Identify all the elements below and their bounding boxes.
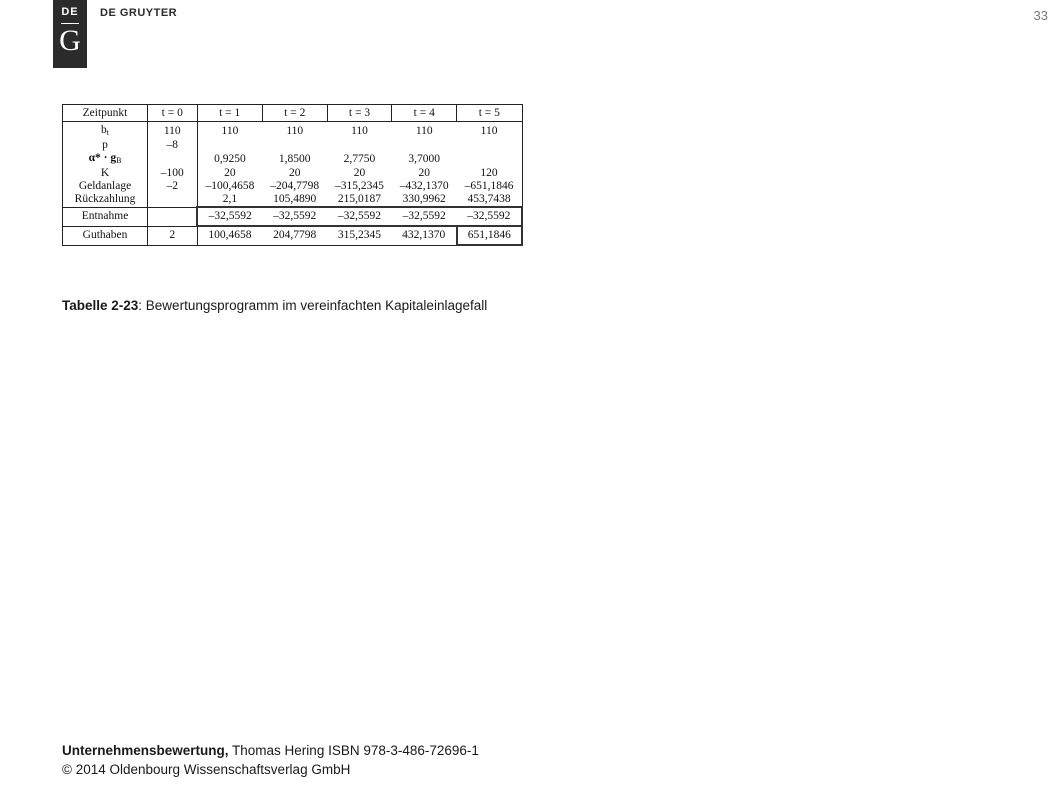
table-cell bbox=[197, 139, 262, 152]
table-cell: 105,4890 bbox=[273, 193, 317, 205]
table-row bbox=[63, 193, 523, 207]
table-row bbox=[63, 139, 523, 152]
table-cell: 215,0187 bbox=[337, 193, 382, 205]
table-cell: 110 bbox=[457, 122, 522, 140]
table-cell bbox=[327, 139, 392, 152]
table-cell bbox=[148, 152, 198, 167]
table-cell: 110 bbox=[148, 122, 198, 140]
table-cell: –2 bbox=[148, 180, 198, 193]
book-info: Thomas Hering ISBN 978-3-486-72696-1 bbox=[228, 743, 479, 758]
table-cell: –8 bbox=[148, 139, 198, 152]
table-cell: 2,7750 bbox=[343, 153, 376, 165]
table-cell: 330,9962 bbox=[402, 193, 446, 205]
table-cell bbox=[457, 152, 522, 167]
table-cell: 2,1 bbox=[222, 193, 238, 205]
label-subscript: B bbox=[116, 156, 122, 165]
table-cell: –100 bbox=[148, 167, 198, 180]
row-label-guthaben: Guthaben bbox=[63, 226, 148, 245]
table-row bbox=[63, 180, 523, 193]
table-cell: 1,8500 bbox=[278, 153, 311, 165]
table-cell: 20 bbox=[418, 167, 430, 179]
row-label-rueckzahlung: Rückzahlung bbox=[63, 193, 148, 207]
table-cell: –204,7798 bbox=[270, 180, 320, 192]
column-header: t = 3 bbox=[327, 105, 392, 122]
publisher-name: DE GRUYTER bbox=[100, 7, 178, 19]
row-label-k: K bbox=[63, 167, 148, 180]
table-cell: 204,7798 bbox=[262, 226, 327, 245]
table-cell bbox=[262, 139, 327, 152]
table-cell: –432,1370 bbox=[399, 180, 449, 192]
table-cell: –32,5592 bbox=[457, 207, 522, 226]
label-main: α* · g bbox=[88, 152, 117, 164]
table-cell: 120 bbox=[457, 167, 522, 180]
table-cell: 20 bbox=[224, 167, 236, 179]
page-number: 33 bbox=[1033, 8, 1048, 23]
table-cell: 20 bbox=[353, 167, 366, 179]
table-cell bbox=[148, 193, 198, 207]
row-label-entnahme: Entnahme bbox=[63, 207, 148, 226]
table-cell: 315,2345 bbox=[327, 226, 392, 245]
table-cell: 453,7438 bbox=[457, 193, 522, 207]
table-cell: –651,1846 bbox=[457, 180, 522, 193]
publisher-logo bbox=[53, 0, 87, 68]
table-cell: –315,2345 bbox=[335, 180, 384, 192]
column-header: t = 4 bbox=[392, 105, 457, 122]
table-cell bbox=[148, 207, 198, 226]
table-cell: 100,4658 bbox=[197, 226, 262, 245]
table-cell bbox=[392, 139, 457, 152]
label-main: b bbox=[101, 124, 107, 136]
copyright-line: © 2014 Oldenbourg Wissenschaftsverlag GmbH bbox=[62, 762, 351, 777]
column-header: t = 0 bbox=[148, 105, 198, 122]
logo-g-text: G bbox=[59, 24, 81, 57]
table-cell: 0,9250 bbox=[214, 153, 246, 165]
table-header-row bbox=[63, 105, 523, 122]
table-cell: 110 bbox=[415, 125, 433, 137]
table-caption bbox=[62, 298, 487, 313]
table-cell: 2 bbox=[148, 226, 198, 245]
table-row bbox=[63, 122, 523, 140]
table-cell: 20 bbox=[288, 167, 301, 179]
table-cell bbox=[457, 139, 522, 152]
column-header: t = 5 bbox=[457, 105, 522, 122]
table-row bbox=[63, 226, 523, 245]
valuation-table bbox=[62, 104, 523, 246]
row-label-bt bbox=[63, 122, 148, 140]
row-label-alpha bbox=[63, 152, 148, 167]
table-cell: –100,4658 bbox=[205, 180, 255, 192]
caption-text: : Bewertungsprogramm im vereinfachten Kapitaleinlagefall bbox=[138, 298, 488, 313]
table-cell: –32,5592 bbox=[392, 207, 457, 226]
valuation-table-container bbox=[62, 104, 523, 261]
table-cell: 110 bbox=[286, 125, 304, 137]
citation-footer bbox=[62, 741, 479, 779]
label-subscript: t bbox=[106, 128, 109, 137]
row-label-geldanlage: Geldanlage bbox=[63, 180, 148, 193]
table-cell: 110 bbox=[351, 125, 368, 137]
table-cell-final-balance: 651,1846 bbox=[457, 226, 522, 245]
logo-de-text: DE bbox=[61, 6, 79, 18]
column-header: t = 1 bbox=[197, 105, 262, 122]
table-cell: –32,5592 bbox=[262, 207, 327, 226]
column-header: Zeitpunkt bbox=[63, 105, 148, 122]
column-header: t = 2 bbox=[262, 105, 327, 122]
table-cell: 110 bbox=[221, 125, 239, 137]
table-cell: 3,7000 bbox=[408, 153, 441, 165]
book-citation bbox=[62, 741, 479, 760]
table-row bbox=[63, 207, 523, 226]
row-label-p: p bbox=[63, 139, 148, 152]
table-cell: 432,1370 bbox=[392, 226, 457, 245]
caption-label: Tabelle 2-23 bbox=[62, 298, 139, 313]
book-title: Unternehmensbewertung, bbox=[62, 743, 229, 758]
table-row bbox=[63, 167, 523, 180]
table-cell: –32,5592 bbox=[197, 207, 262, 226]
table-row bbox=[63, 152, 523, 167]
table-cell: –32,5592 bbox=[327, 207, 392, 226]
